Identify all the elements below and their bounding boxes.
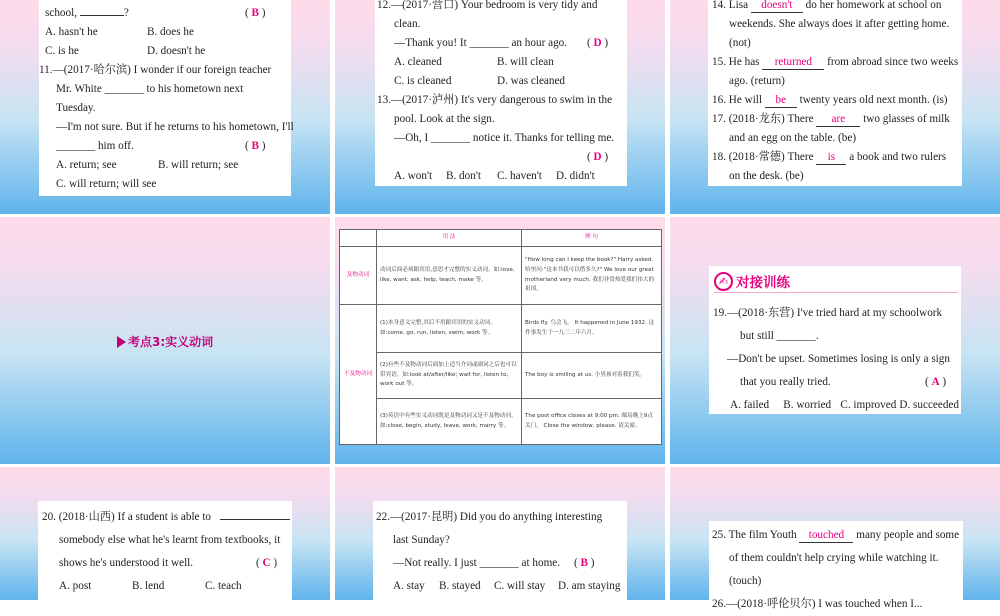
question-line: 15. He has returned from abroad since two weeks <box>712 56 959 68</box>
question-line: (not) <box>729 37 751 49</box>
options-row: C. is cleaned D. was cleaned <box>394 75 566 87</box>
slide-9[interactable] <box>670 467 1000 610</box>
section-bullet <box>117 333 213 350</box>
question-card <box>39 0 294 196</box>
options-row: A. hasn't he B. does he <box>45 26 194 38</box>
question-line: that you really tried. ( A ) <box>740 376 947 388</box>
question-line: 22.—(2017·昆明) Did you do anything interesting <box>376 511 603 523</box>
fill-answer: returned <box>762 56 824 70</box>
question-card <box>709 521 963 610</box>
answer-mark: B <box>580 557 588 569</box>
question-line: (touch) <box>729 575 762 587</box>
options-row: C. is he D. doesn't he <box>45 45 206 57</box>
question-line: 14. Lisa doesn't do her homework at school on <box>712 0 942 11</box>
question-line: —I'm not sure. But if he returns to his hometown, I'll <box>56 121 294 133</box>
question-line: shows he's understood it well. ( C ) <box>59 557 278 569</box>
triangle-bullet-icon <box>117 336 126 348</box>
slide-7[interactable] <box>0 467 330 600</box>
question-line: 11.—(2017·哈尔滨) I wonder if our foreign teacher <box>39 64 272 76</box>
fill-answer: be <box>765 94 797 108</box>
pen-hand-icon: ✍ <box>714 272 733 291</box>
question-line: Mr. White _______ to his hometown next <box>56 83 244 95</box>
options-row: A. post B. lend C. teach <box>59 580 242 592</box>
usage-cell: (1)本身意义完整,其后不用跟宾语的实义动词。如:come, go, run, listen, swim, work 等。 <box>377 305 522 353</box>
question-line: 19.—(2018·东营) I've tried hard at my schoolwork <box>713 307 943 319</box>
question-line: 25. The film Youth touched many people and some <box>712 529 960 541</box>
question-line: ago. (return) <box>729 75 785 87</box>
usage-cell: (3)英语中有些实义动词既是及物动词又是不及物动词。如:close, begin, study, leave, work, marry 等。 <box>377 399 522 445</box>
usage-cell: 动词后面必须跟宾语,意思才完整的实义动词。如:love, like, want, ask, help, teach, make 等。 <box>377 247 522 305</box>
question-line: last Sunday? <box>393 534 450 546</box>
answer-mark: B <box>251 140 259 152</box>
slide-2[interactable] <box>335 0 665 214</box>
fill-answer: touched <box>799 529 853 543</box>
example-cell: "How long can I keep the book?" Harry asked. 哈里问:"这本书我可以借多久?" We love our great motherland very much. 我们非常热爱我们伟大的祖国。 <box>522 247 662 305</box>
fill-answer: doesn't <box>751 0 803 13</box>
question-line: somebody else what he's learnt from textbooks, it <box>59 534 281 546</box>
question-line: 20. (2018·山西) If a student is able to <box>42 506 290 529</box>
usage-cell: (2)有些不及物动词后面加上适当介词或副词之后也可以带宾语。如:look at/after/like; wait for, listen to, work out 等。 <box>377 353 522 399</box>
question-line: 26.—(2018·呼伦贝尔) I was touched when I... <box>712 598 923 610</box>
table-corner <box>340 230 377 247</box>
example-cell: The boy is smiling at us. 小男孩对着我们笑。 <box>522 353 662 399</box>
question-line: 18. (2018·常德) There is a book and two rulers <box>712 151 947 163</box>
answer-line: ( D ) <box>587 151 609 163</box>
slide-8[interactable] <box>335 467 665 600</box>
question-line: clean. <box>394 18 421 30</box>
question-line: —Oh, I _______ notice it. Thanks for telling me. <box>394 132 615 144</box>
question-line: of them couldn't help crying while watching it. <box>729 552 939 564</box>
question-line: pool. Look at the sign. <box>394 113 495 125</box>
question-card <box>38 501 292 600</box>
answer-mark: D <box>593 37 602 49</box>
answer-mark: B <box>251 7 259 19</box>
answer-mark: C <box>262 557 271 569</box>
verb-usage-table <box>339 229 662 445</box>
column-header-usage: 用 法 <box>377 230 522 247</box>
question-block <box>713 302 959 417</box>
question-line: 13.—(2017·泸州) It's very dangerous to swim in the <box>377 94 613 106</box>
fill-answer: are <box>816 113 860 127</box>
question-line: 16. He will be twenty years old next month. (is) <box>712 94 948 106</box>
slide-3[interactable] <box>670 0 1000 214</box>
question-line: _______ him off. ( B ) <box>56 140 266 152</box>
question-card <box>373 501 627 600</box>
row-label-intransitive: 不及物动词 <box>340 305 377 445</box>
options-row: A. cleaned B. will clean <box>394 56 554 68</box>
question-line: and an egg on the table. (be) <box>729 132 857 144</box>
example-cell: The post office closes at 9:00 pm. 邮局晚上9点关门。 Close the window, please. 请关窗。 <box>522 399 662 445</box>
options-row: A. won't B. don't C. haven't D. didn't <box>394 170 595 182</box>
question-line: on the desk. (be) <box>729 170 804 182</box>
section-title: 考点3:实义动词 <box>128 335 214 349</box>
section-header <box>714 271 790 291</box>
question-line: but still _______. <box>740 330 819 342</box>
column-header-example: 例 句 <box>522 230 662 247</box>
question-line: Tuesday. <box>56 102 96 114</box>
slide-1[interactable] <box>0 0 330 214</box>
options-row: A. failed B. worried C. improved D. succeeded <box>730 399 959 411</box>
question-card <box>708 0 962 186</box>
question-line: 12.—(2017·营口) Your bedroom is very tidy and <box>377 0 598 11</box>
header-divider <box>714 292 958 293</box>
question-line: weekends. She always does it after getting home. <box>729 18 950 30</box>
answer-mark: A <box>931 376 940 388</box>
example-cell: Birds fly. 鸟会飞。 It happened in June 1932. 这件事发生于一九三二年六月。 <box>522 305 662 353</box>
options-row: A. return; see B. will return; see <box>56 159 239 171</box>
section-header-title: 对接训练 <box>736 275 790 291</box>
row-label-transitive: 及物动词 <box>340 247 377 305</box>
question-line: school, ? ( B ) <box>45 7 266 19</box>
question-line: —Not really. I just _______ at home. ( B ) <box>393 557 595 569</box>
question-card <box>375 0 627 186</box>
question-line: 17. (2018·龙东) There are two glasses of milk <box>712 113 950 125</box>
answer-mark: D <box>593 151 602 163</box>
question-line: —Don't be upset. Sometimes losing is only a sign <box>727 353 950 365</box>
fill-answer: is <box>816 151 846 165</box>
options-row: A. stay B. stayed C. will stay D. am staying <box>393 580 621 592</box>
question-line: —Thank you! It _______ an hour ago. ( D ) <box>394 37 609 49</box>
options-row: C. will return; will see <box>56 178 157 190</box>
